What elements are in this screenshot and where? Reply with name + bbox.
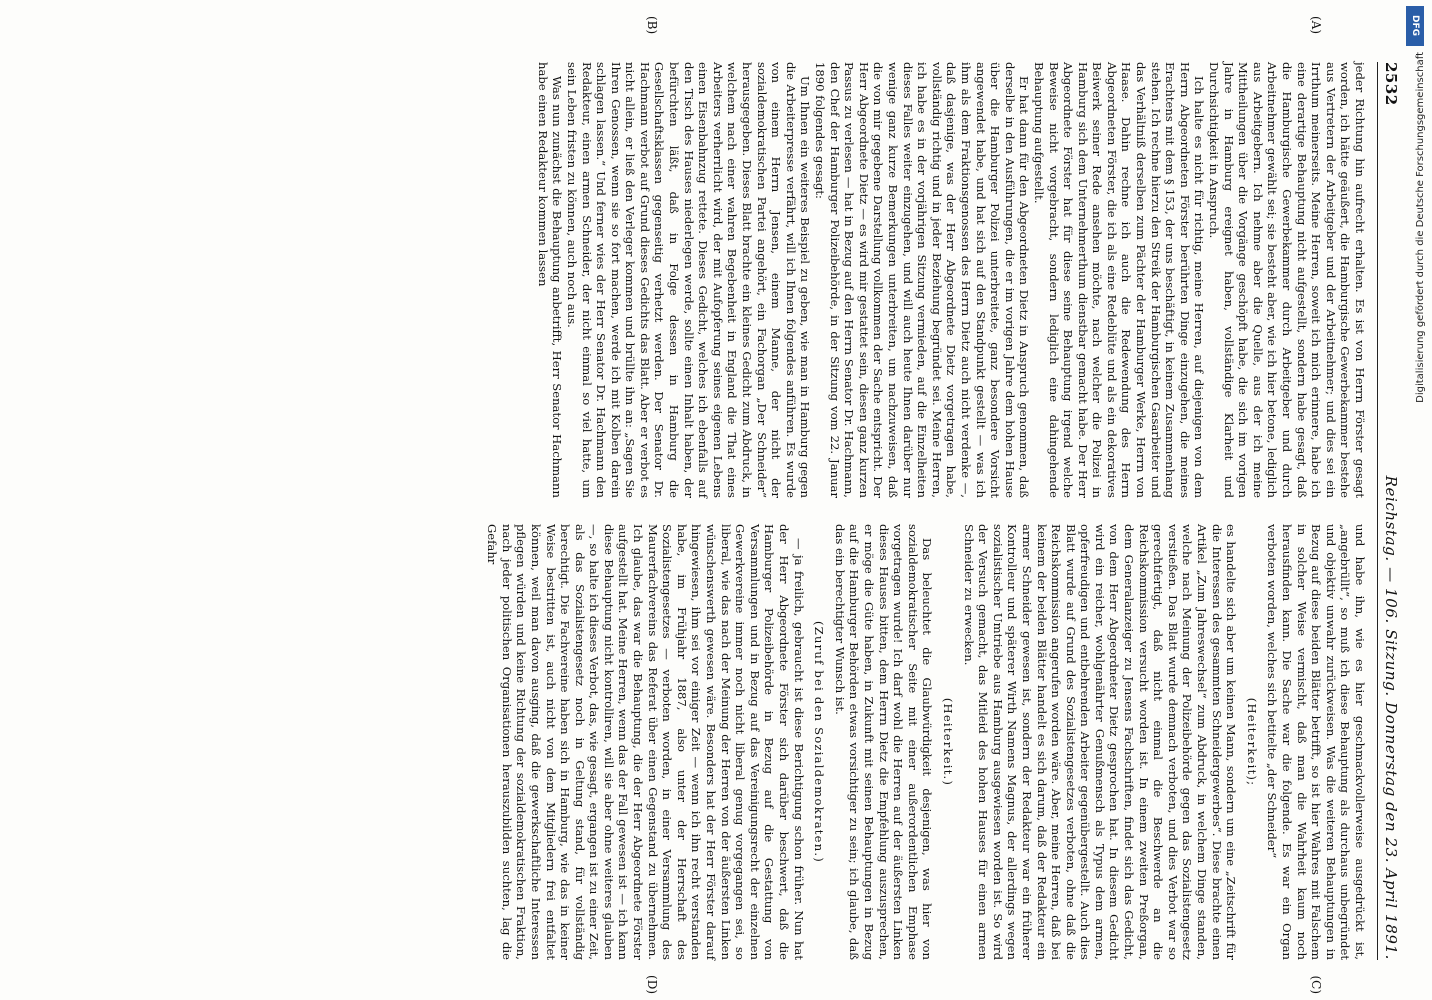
paragraph: Das beleuchtet die Glaubwürdigkeit desjenigen, was hier von sozialdemokratischer Seite mit einer außerordentlichen Emphase vorgetragen wurde! Ich darf wohl die Herren auf der äußersten Linken dieses Hauses bitten, dem Herrn Dietz die Empfehlung auszusprechen, er möge die Güte haben, in Zukunft mit seinen Behauptungen in Bezug auf die Hamburger Behörden etwas vorsichtiger zu sein; ich glaube, daß das ein berechtigter Wunsch ist.: [832, 524, 935, 960]
quoted-paragraph: Um Ihnen ein weiteres Beispiel zu geben, wie man in Hamburg gegen die Arbeiterpresse verfährt, will ich Ihnen folgendes anführen. Es wurde von einem Herrn Jensen, einem Manne, der nicht der sozialdemokratischen Partei angehört, ein Fachorgan „Der Schneider“ herausgegeben. Dieses Blatt brachte ein kleines Gedicht zum Abdruck, in welchem nach einer wahren Begebenheit in England die That eines Arbeiters verherrlicht wird, der mit Aufopferung seines eigenen Lebens einen Eisenbahnzug rettete. Dieses Gedicht, welches ich ebenfalls auf den Tisch des Hauses niederlegen werde, sollte einen Inhalt haben, der befürchten läßt, daß in Folge dessen in Hamburg die Gesellschaftsklassen gegenseitig verhetzt werden. Der Senator Dr. Hachmann verbot auf Grund dieses Gedichts das Blatt. Aber er verbot es nicht allein, er ließ den Verleger kommen und brüllte ihn an: „Sagen Sie Ihren Genossen, wenn sie so fort machen, werde ich mit Kolben darein schlagen lassen.“ Und ferner wies der Herr Senator Dr. Hachmann den Redakteur, einen armen Schneider, der nicht einmal so viel hatte, um sein Leben fristen zu können, auch noch aus.: [564, 62, 813, 498]
dfg-logo: DFG: [1406, 6, 1424, 46]
interjection: (Zuruf bei den Sozialdemokraten.): [812, 620, 827, 864]
column-right: [57, 524, 1367, 994]
interjection: (Heiterkeit);: [1244, 697, 1259, 787]
margin-marker-c: (C): [1309, 975, 1323, 994]
digitization-credit: Digitalisierung gefördert durch die Deutsche Forschungsgemeinschaft: [1415, 52, 1426, 403]
margin-marker-b: (B): [645, 16, 659, 35]
paragraph: — ja freilich, gebraucht ist diese Berichtigung schon früher. Nun hat der Herr Abgeordnete Förster sich darüber beschwert, daß die Hamburger Polizeibehörde in Bezug auf die Gestattung von Versammlungen und in Bezug auf das Vereinigungsrecht der einzelnen Gewerkvereine immer noch nicht liberal genug vorgegangen sei, so liberal, wie das nach der Meinung der Herren von der äußersten Linken wünschenswerth gewesen wäre. Besonders hat der Herr Förster darauf hingewiesen, ihm sei vor einiger Zeit — wenn ich ihn recht verstanden habe, im Frühjahr 1887, also unter der Herrschaft des Sozialistengesetzes — verboten worden, in einer Versammlung des Maurerfachvereins das Referat über einen Gegenstand zu übernehmen. Ich glaube, das war die Behauptung, die der Herr Abgeordnete Förster aufgestellt hat. Meine Herren, wenn das der Fall gewesen ist — ich kann diese Behauptung nicht kontrolliren, will sie aber ohne weiteres glauben —, so halte ich dieses Verbot, das, wie gesagt, ergangen ist zu einer Zeit, als das Sozialistengesetz noch in Geltung stand, für vollständig berechtigt. Die Fachvereine haben sich in Hamburg, wie das in keiner Weise bestritten ist, auch nicht von dem Mitgliedern frei entfaltet können, weil man davon ausging, daß die gewerkschaftliche Interessen pflegen würden und keine Richtung der sozialdemokratischen Fraktion, nach jeder politischen Organisationen herauszubilden suchten, lag die Gefahr: [485, 524, 806, 960]
digitization-sidebar: [1402, 0, 1432, 1000]
paragraph: es handelte sich aber um keinen Mann, sondern um eine „Zeitschrift für die Interessen des gesammten Schneidergewerbes“. Diese brachte einen Artikel „Zum Jahreswechsel“ zum Abdruck, in welchem Dinge standen, welche nach Meinung der Polizeibehörde gegen das Sozialistengesetz verstießen. Das Blatt wurde demnach verboten, und dies Verbot war so gerechtfertigt, daß nicht einmal die Beschwerde an die Reichskommission versucht worden ist. In einem zweiten Preßorgan, dem Generalanzeiger zu Jensens Fachschriften, findet sich das Gedicht, von dem Herr Abgeordneter Dietz gesprochen hat. In diesem Gedicht wird ein reicher, wohlgenährter Genußmensch als Typus dem armen, opferfreudigen und entbehrenden Arbeiter gegenübergestellt. Auch dies Blatt wurde auf Grund des Sozialistengesetzes verboten, ohne daß die Reichskommission angerufen worden wäre. Aber, meine Herren, daß bei keinem der beiden Blätter handelt es sich darum, daß der Redakteur ein armer Schneider gewesen ist, sondern der Redakteur war ein früherer Kontrolleur und späterer Wirth Namens Magnus, der allerdings wegen sozialistischer Umtriebe aus Hamburg ausgewiesen worden ist. So wird der Versuch gemacht, das Mitleid des hohen Hauses für einen armen Schneider zu erwecken.: [961, 524, 1239, 960]
interjection: (Heiterkeit.): [940, 697, 955, 787]
column-left: [57, 16, 1367, 498]
page-number: 2532: [1382, 62, 1400, 106]
running-head-title: Reichstag. — 106. Sitzung. Donnerstag den 23. April 1891.: [1382, 475, 1400, 960]
paragraph: Ich halte es nicht für richtig, meine Herren, auf diejenigen von dem Herrn Abgeordneten Förster berührten Dinge einzugehen, die meines Erachtens mit dem § 153, der uns beschäftigt, in keinem Zusammenhang stehen. Ich rechne hierzu den Streik der Hamburgischen Gasarbeiter und das Verhältniß derselben zum Pächter der Hamburger Werke, Herrn von Haase. Dahin rechne ich auch die Redewendung des Herrn Abgeordneten Förster, die ich als eine Redeblüte und als ein dekoratives Beiwerk seiner Rede ansehen möchte, nach welcher die Polizei in Hamburg sich dem Unternehmerthum dienstbar gemacht habe. Der Herr Abgeordnete Förster hat für diese seine Behauptung irgend welche Beweise nicht vorgebracht, sondern lediglich eine dahingehende Behauptung aufgestellt.: [1031, 62, 1207, 498]
paragraph: jeder Richtung hin aufrecht erhalten. Es ist von Herrn Förster gesagt worden, ich hätte geäußert, die Hamburgische Gewerbekammer bestehe aus Vertretern der Arbeitgeber und der Arbeitnehmer; und dies sei ein Irrthum meinerseits. Meine Herren, soweit ich mich erinnere, habe ich eine derartige Behauptung nicht aufgestellt, sondern habe gesagt, daß die Hamburgische Gewerbekammer durch Arbeitgeber und durch Arbeitnehmer gewählt sei; sie besteht aber, wie ich hier betone, lediglich aus Arbeitgebern. Ich nehme aber die Quelle, aus der ich meine Mittheilungen über die Vorgänge geschöpft habe, die sich im vorigen Jahre in Hamburg ereignet haben, vollständige Klarheit und Durchsichtigkeit in Anspruch.: [1207, 62, 1367, 498]
paragraph: Er hat dann für den Abgeordneten Dietz in Anspruch genommen, daß derselbe in den Ausführungen, die er im vorigen Jahre dem hohen Hause über die Hamburger Polizei unterbreitete, ganz besondere Vorsicht angewendet habe, und hat sich auf den Standpunkt gestellt — was ich ihm als dem Fraktionsgenossen des Herrn Dietz auch nicht verdenke —, daß dasjenige, was der Herr Abgeordnete Dietz vorgetragen habe, vollständig richtig und in jeder Beziehung begründet sei. Meine Herren, ich habe es in der vorjährigen Sitzung vermieden, auf die Einzelheiten dieses Falles weiter einzugehen, und will auch heute Ihnen darüber nur wenige ganz kurze Bemerkungen unterbreiten, um nachzuweisen, daß die von mir gegebene Darstellung vollkommen der Sache entspricht. Der Herr Abgeordnete Dietz — es wird mir gestattet sein, diesen ganz kurzen Passus zu verlesen — hat in Bezug auf den Herrn Senator Dr. Hachmann, den Chef der Hamburger Polizeibehörde, in der Sitzung vom 22. Januar 1890 folgendes gesagt:: [813, 62, 1032, 498]
paragraph: Was nun zunächst die Behauptung anbetrifft, Herr Senator Hachmann habe einen Redakteur kommen lassen: [535, 62, 565, 498]
margin-marker-d: (D): [645, 975, 659, 994]
margin-marker-a: (A): [1309, 16, 1323, 35]
paragraph: und habe ihn, wie es hier geschmackvollerweise ausgedrückt ist, „angebrüllt“, so muß ich diese Behauptung als durchaus unbegründet und objektiv unwahr zurückweisen. Was die weiteren Behauptungen in Bezug auf diese beiden Blätter betrifft, so ist hier Wahres mit Falschem in solcher Weise vermischt, daß man die Wahrheit kaum noch herausfinden kann. Die Sache war die folgende. Es war ein Organ verboten worden, welches sich betitelte „der Schneider“: [1265, 524, 1367, 960]
text-columns: [57, 16, 1367, 994]
